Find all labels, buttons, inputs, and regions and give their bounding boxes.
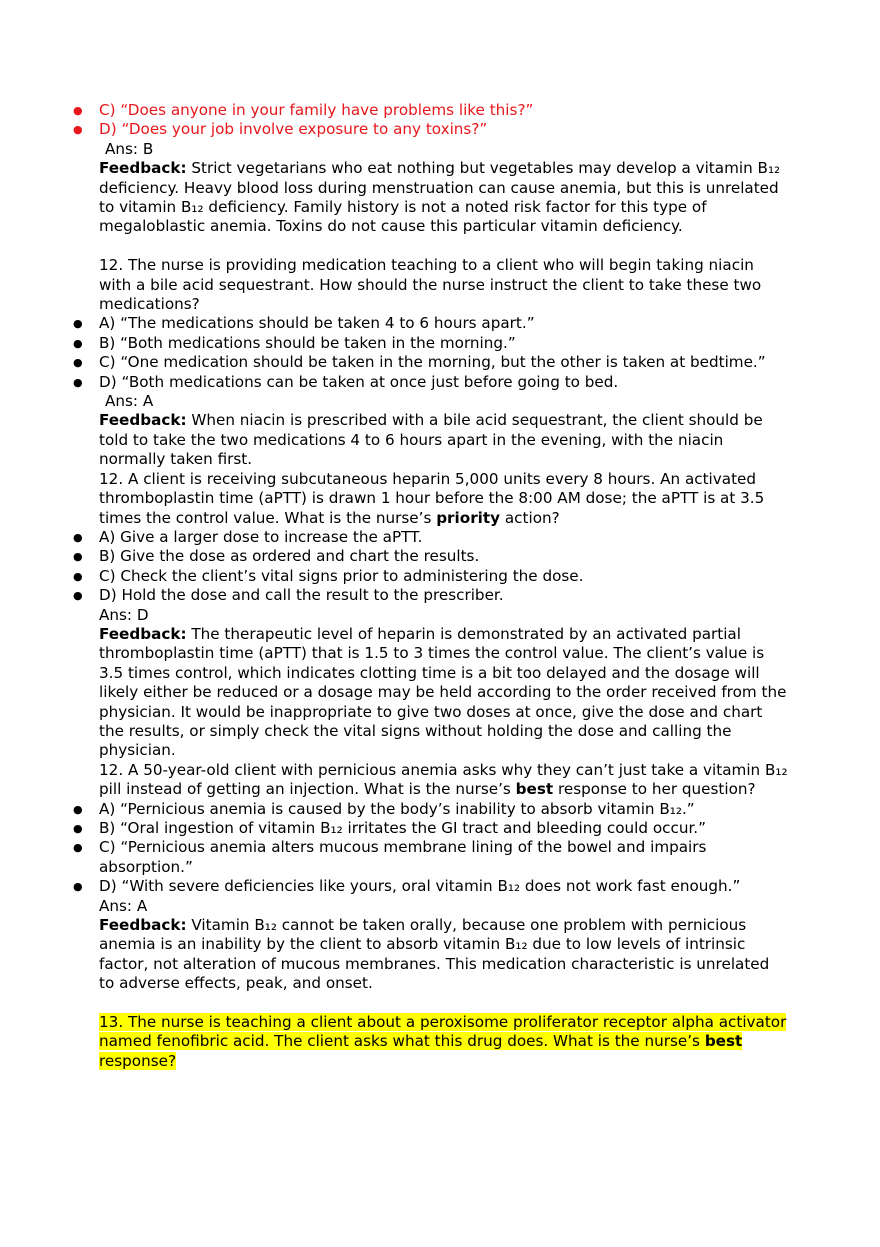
question-text-end: response? [99,1051,177,1070]
feedback-text: The therapeutic level of heparin is demonstrated by an activated partial thromboplastin time (aPTT) that is 1.5 to 3 times the control value. The client’s value is 3.5 times control, which indicates clotting time is a bit too delayed and the dosage will likely either be reduced or a dosage may be held according to the order received from the physician. It would be inappropriate to give two doses at once, give the dose and chart the results, or simply check the vital signs without holding the dose and calling the physician. [99,624,787,760]
answer-options [99,800,789,897]
option-c: ● C) “Pernicious anemia alters mucous membrane lining of the bowel and impairs absorption.” [99,838,789,877]
option-b: ● B) “Oral ingestion of vitamin B₁₂ irritates the GI tract and bleeding could occur.” [99,819,789,838]
question-emphasis: priority [436,508,501,527]
feedback-paragraph [99,916,789,994]
feedback-label: Feedback: [99,624,187,643]
option-d: ● D) “With severe deficiencies like yours, oral vitamin B₁₂ does not work fast enough.” [99,877,789,896]
answer-line: Ans: A [99,896,148,915]
option-d: ● D) Hold the dose and call the result to the prescriber. [99,586,789,605]
previous-question-options [99,101,789,140]
answer-line: Ans: D [99,605,149,624]
feedback-paragraph [99,411,789,469]
page-content [99,101,789,1071]
option-a: ● A) “The medications should be taken 4 to 6 hours apart.” [99,314,789,333]
option-c: ● C) “One medication should be taken in the morning, but the other is taken at bedtime.” [99,353,789,372]
feedback-text: Strict vegetarians who eat nothing but vegetables may develop a vitamin B₁₂ deficiency. Heavy blood loss during menstruation can cause anemia, but this is unrelated to vitamin B₁₂ deficiency. Family history is not a noted risk factor for this type of megaloblastic anemia. Toxins do not cause this particular vitamin deficiency. [99,159,781,236]
option-a: ● A) “Pernicious anemia is caused by the body’s inability to absorb vitamin B₁₂.” [99,800,789,819]
question-emphasis: best [515,780,554,799]
question-text-end: action? [500,508,560,527]
question-text-start: 12. A 50-year-old client with pernicious anemia asks why they can’t just take a vitamin B₁₂ pill instead of getting an injection. What is the nurse’s [99,760,788,799]
feedback-paragraph [99,625,789,761]
question-text: 12. The nurse is providing medication teaching to a client who will begin taking niacin with a bile acid sequestrant. How should the nurse instruct the client to take these two medications? [99,256,762,314]
feedback-text: When niacin is prescribed with a bile acid sequestrant, the client should be told to take the two medications 4 to 6 hours apart in the evening, with the niacin normally taken first. [99,411,763,469]
question-emphasis: best [704,1032,743,1051]
question-text [99,761,789,800]
option-c: ● C) “Does anyone in your family have problems like this?” [99,101,789,120]
question-text-end: response to her question? [553,780,756,799]
option-c: ● C) Check the client’s vital signs prior to administering the dose. [99,567,789,586]
answer-line: Ans: A [105,392,154,411]
answer-line: Ans: B [105,139,154,158]
option-d: ● D) “Does your job involve exposure to any toxins?” [99,120,789,139]
paragraph-gap [99,994,789,1013]
feedback-label: Feedback: [99,159,187,178]
option-b: ● B) Give the dose as ordered and chart the results. [99,547,789,566]
answer-options [99,528,789,606]
feedback-label: Feedback: [99,411,187,430]
option-a: ● A) Give a larger dose to increase the aPTT. [99,528,789,547]
feedback-text: Vitamin B₁₂ cannot be taken orally, because one problem with pernicious anemia is an inability by the client to absorb vitamin B₁₂ due to low levels of intrinsic factor, not alteration of mucous membranes. This medication characteristic is unrelated to adverse effects, peak, and onset. [99,916,770,993]
question-text-start: 12. A client is receiving subcutaneous heparin 5,000 units every 8 hours. An activated thromboplastin time (aPTT) is drawn 1 hour before the 8:00 AM dose; the aPTT is at 3.5 times the control value. What is the nurse’s [99,469,765,527]
option-d: ● D) “Both medications can be taken at once just before going to bed. [99,373,789,392]
highlighted-question [99,1013,789,1071]
paragraph-gap [99,237,789,256]
feedback-label: Feedback: [99,916,187,935]
feedback-paragraph [99,159,789,237]
question-text [99,470,789,528]
question-text-start: 13. The nurse is teaching a client about a peroxisome proliferator receptor alpha activator named fenofibric acid. The client asks what this drug does. What is the nurse’s [99,1013,787,1051]
answer-options [99,314,789,392]
option-b: ● B) “Both medications should be taken in the morning.” [99,334,789,353]
